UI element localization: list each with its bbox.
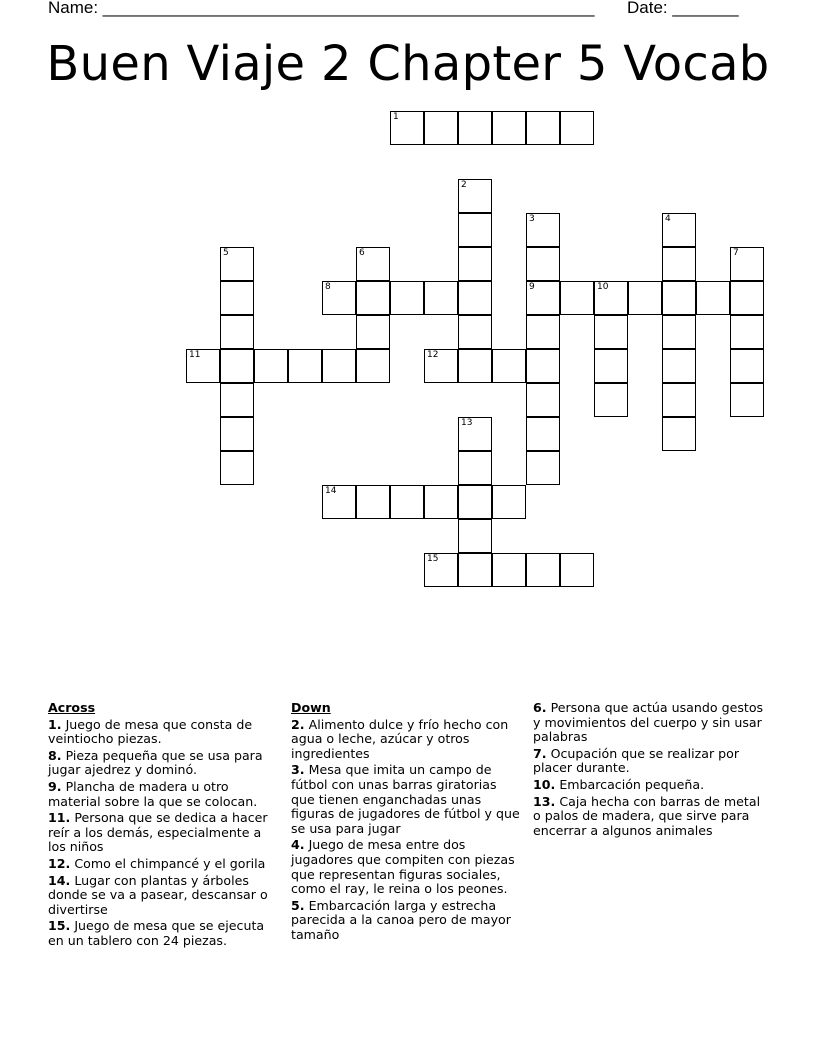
grid-cell[interactable]	[560, 111, 594, 145]
grid-cell[interactable]	[220, 315, 254, 349]
grid-cell[interactable]	[390, 111, 424, 145]
clue-number: 2	[461, 180, 467, 190]
grid-cell[interactable]	[662, 417, 696, 451]
clue-item-text: Mesa que imita un campo de fútbol con unas barras giratorias que tienen enganchadas unas figuras de jugadores de fútbol y que se usa para jugar	[291, 762, 520, 836]
clue-number: 3	[529, 214, 535, 224]
grid-cell[interactable]	[730, 383, 764, 417]
clue-item-number: 3.	[291, 762, 305, 778]
clue-item-number: 9.	[48, 778, 62, 794]
clue-item-text: Persona que se dedica a hacer reír a los demás, especialmente a los niños	[48, 810, 268, 855]
clue-number: 15	[427, 554, 439, 564]
clue-number: 4	[665, 214, 671, 224]
grid-cell[interactable]	[458, 213, 492, 247]
down-clue-list-continued	[533, 701, 769, 838]
clue-item-number: 14.	[48, 872, 71, 888]
clue-item-text: Persona que actúa usando gestos y movimientos del cuerpo y sin usar palabras	[533, 700, 764, 745]
grid-cell[interactable]	[356, 349, 390, 383]
grid-cell[interactable]	[594, 349, 628, 383]
grid-cell[interactable]	[594, 383, 628, 417]
clue-item-number: 12.	[48, 855, 71, 871]
clue-item	[291, 899, 523, 943]
grid-cell[interactable]	[492, 111, 526, 145]
grid-cell[interactable]	[356, 315, 390, 349]
grid-cell[interactable]	[526, 451, 560, 485]
grid-cell[interactable]	[322, 281, 356, 315]
grid-cell[interactable]	[662, 213, 696, 247]
name-field[interactable]: Name: ____________________________________________________	[48, 0, 595, 17]
clue-item-text: Ocupación que se realizar por placer durante.	[533, 745, 740, 776]
grid-cell[interactable]	[730, 349, 764, 383]
clue-item-text: Caja hecha con barras de metal o palos de madera, que sirve para encerrar a algunos animales	[533, 793, 761, 838]
grid-cell[interactable]	[458, 281, 492, 315]
clue-item-number: 15.	[48, 918, 71, 934]
clue-number: 5	[223, 248, 229, 258]
grid-cell[interactable]	[458, 349, 492, 383]
grid-cell[interactable]	[356, 281, 390, 315]
clue-number: 14	[325, 486, 337, 496]
clue-item-number: 5.	[291, 897, 305, 913]
clue-item	[48, 749, 280, 778]
grid-cell[interactable]	[526, 383, 560, 417]
grid-cell[interactable]	[526, 315, 560, 349]
clue-item-text: Alimento dulce y frío hecho con agua o leche, azúcar y otros ingredientes	[291, 716, 509, 761]
clue-item-text: Juego de mesa entre dos jugadores que compiten con piezas que representan figuras sociales, como el ray, le reina o los peones.	[291, 837, 515, 897]
grid-cell[interactable]	[696, 281, 730, 315]
grid-cell[interactable]	[526, 111, 560, 145]
grid-cell[interactable]	[458, 179, 492, 213]
clue-number: 10	[597, 282, 609, 292]
grid-cell[interactable]	[288, 349, 322, 383]
grid-cell[interactable]	[628, 281, 662, 315]
grid-cell[interactable]	[492, 553, 526, 587]
grid-cell[interactable]	[186, 349, 220, 383]
grid-cell[interactable]	[254, 349, 288, 383]
clue-item	[533, 795, 769, 839]
down-clue-list	[291, 718, 523, 943]
grid-cell[interactable]	[322, 485, 356, 519]
grid-cell[interactable]	[390, 485, 424, 519]
clue-column-3	[533, 701, 769, 840]
grid-cell[interactable]	[526, 417, 560, 451]
grid-cell[interactable]	[220, 383, 254, 417]
grid-cell[interactable]	[424, 349, 458, 383]
grid-cell[interactable]	[458, 247, 492, 281]
clue-item-number: 1.	[48, 716, 62, 732]
grid-cell[interactable]	[526, 281, 560, 315]
date-field[interactable]: Date: _______	[627, 0, 739, 17]
clue-number: 12	[427, 350, 439, 360]
grid-cell[interactable]	[390, 281, 424, 315]
grid-cell[interactable]	[424, 485, 458, 519]
grid-cell[interactable]	[424, 281, 458, 315]
grid-cell[interactable]	[594, 281, 628, 315]
clue-item-number: 11.	[48, 810, 71, 826]
clue-item	[533, 701, 769, 745]
clue-item	[48, 718, 280, 747]
clue-number: 8	[325, 282, 331, 292]
grid-cell[interactable]	[458, 451, 492, 485]
grid-cell[interactable]	[662, 383, 696, 417]
clue-number: 6	[359, 248, 365, 258]
clue-number: 7	[733, 248, 739, 258]
clue-item	[291, 718, 523, 762]
grid-cell[interactable]	[560, 553, 594, 587]
grid-cell[interactable]	[730, 281, 764, 315]
clue-column-2	[291, 701, 523, 945]
across-heading: Across	[48, 700, 96, 715]
grid-cell[interactable]	[662, 349, 696, 383]
grid-cell[interactable]	[220, 247, 254, 281]
grid-cell[interactable]	[662, 281, 696, 315]
clue-item-text: Plancha de madera u otro material sobre la que se colocan.	[48, 778, 258, 809]
grid-cell[interactable]	[662, 315, 696, 349]
grid-cell[interactable]	[424, 553, 458, 587]
clue-item-text: Embarcación larga y estrecha parecida a la canoa pero de mayor tamaño	[291, 897, 511, 942]
clue-item-number: 8.	[48, 747, 62, 763]
grid-cell[interactable]	[526, 553, 560, 587]
grid-cell[interactable]	[730, 315, 764, 349]
grid-cell[interactable]	[458, 315, 492, 349]
clue-item-number: 6.	[533, 700, 547, 715]
grid-cell[interactable]	[730, 247, 764, 281]
grid-cell[interactable]	[356, 485, 390, 519]
clue-item	[48, 874, 280, 918]
grid-cell[interactable]	[526, 213, 560, 247]
grid-cell[interactable]	[424, 111, 458, 145]
clue-number: 9	[529, 282, 535, 292]
grid-cell[interactable]	[560, 281, 594, 315]
clue-item	[48, 919, 280, 948]
down-heading: Down	[291, 700, 331, 715]
clue-item-text: Lugar con plantas y árboles donde se va a pasear, descansar o divertirse	[48, 872, 268, 917]
grid-cell[interactable]	[526, 247, 560, 281]
clue-item-number: 4.	[291, 837, 305, 853]
clue-item-number: 7.	[533, 745, 547, 761]
grid-cell[interactable]	[458, 417, 492, 451]
clue-item	[291, 838, 523, 896]
grid-cell[interactable]	[458, 111, 492, 145]
grid-cell[interactable]	[220, 281, 254, 315]
grid-cell[interactable]	[662, 247, 696, 281]
clue-item-text: Embarcación pequeña.	[559, 776, 705, 792]
grid-cell[interactable]	[322, 349, 356, 383]
clue-item-text: Como el chimpancé y el gorila	[74, 855, 266, 871]
clue-item	[291, 763, 523, 836]
clue-number: 1	[393, 112, 399, 122]
clue-item	[48, 811, 280, 855]
grid-cell[interactable]	[220, 451, 254, 485]
grid-cell[interactable]	[220, 417, 254, 451]
clue-item-number: 10.	[533, 776, 556, 792]
clue-item	[533, 778, 769, 793]
clue-item-number: 2.	[291, 716, 305, 732]
clue-item	[48, 780, 280, 809]
grid-cell[interactable]	[492, 349, 526, 383]
clue-item-text: Juego de mesa que consta de veintiocho piezas.	[48, 716, 253, 747]
grid-cell[interactable]	[458, 519, 492, 553]
across-clue-list	[48, 718, 280, 949]
clue-item	[48, 857, 280, 872]
clue-item-number: 13.	[533, 793, 556, 809]
clue-item-text: Pieza pequeña que se usa para jugar ajedrez y dominó.	[48, 747, 263, 778]
grid-cell[interactable]	[526, 349, 560, 383]
grid-cell[interactable]	[458, 485, 492, 519]
clue-column-1	[48, 701, 280, 951]
grid-cell[interactable]	[594, 315, 628, 349]
grid-cell[interactable]	[458, 553, 492, 587]
page-title: Buen Viaje 2 Chapter 5 Vocab	[46, 36, 770, 92]
grid-cell[interactable]	[356, 247, 390, 281]
clue-number: 11	[189, 350, 201, 360]
clue-number: 13	[461, 418, 473, 428]
grid-cell[interactable]	[492, 485, 526, 519]
clue-item	[533, 747, 769, 776]
clue-item-text: Juego de mesa que se ejecuta en un tablero con 24 piezas.	[48, 918, 265, 948]
grid-cell[interactable]	[220, 349, 254, 383]
